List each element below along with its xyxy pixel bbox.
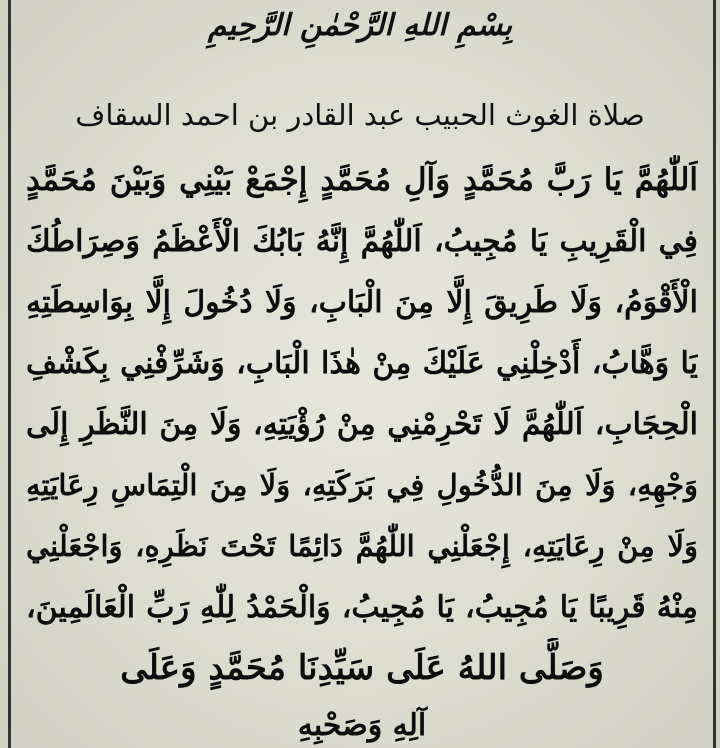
prayer-line: يَا وَهَّابُ، أَدْخِلْنِي عَلَيْكَ مِنْ هٰذَا الْبَابِ، وَشَرِّفْنِي بِكَشْفِ bbox=[26, 346, 698, 381]
prayer-text bbox=[26, 150, 698, 748]
prayer-line: الْأَقْوَمُ، وَلَا طَرِيقَ إِلَّا مِنَ الْبَابِ، وَلَا دُخُولَ إِلَّا بِوَاسِطَتِهِ bbox=[26, 285, 698, 320]
prayer-line-final: آلِهِ وَصَحْبِهِ bbox=[297, 708, 427, 743]
document-title: صلاة الغوث الحبيب عبد القادر بن احمد السقاف bbox=[75, 98, 645, 132]
prayer-line: مِنْهُ قَرِيبًا يَا مُجِيبُ، يَا مُجِيبُ، وَالْحَمْدُ لِلّٰهِ رَبِّ الْعَالَمِينَ، bbox=[26, 590, 698, 625]
page-border-left bbox=[8, 0, 11, 748]
page-border-right bbox=[713, 0, 716, 748]
prayer-line: وَصَلَّى اللهُ عَلَى سَيِّدِنَا مُحَمَّدٍ وَعَلَى bbox=[120, 648, 604, 688]
prayer-line: وَلَا مِنْ رِعَايَتِهِ، إِجْعَلْنِي اللّٰهُمَّ دَائِمًا تَحْتَ نَظَرِهِ، وَاجْعَلْنِي bbox=[26, 529, 698, 563]
prayer-line: وَجْهِهِ، وَلَا مِنَ الدُّخُولِ فِي بَرَكَتِهِ، وَلَا مِنَ الْتِمَاسِ رِعَايَتِهِ bbox=[26, 468, 698, 502]
prayer-line: فِي الْقَرِيبِ يَا مُجِيبُ، اَللّٰهُمَّ إِنَّهُ بَابُكَ الْأَعْظَمُ وَصِرَاطُكَ bbox=[26, 224, 698, 259]
prayer-line: الْحِجَابِ، اَللّٰهُمَّ لَا تَحْرِمْنِي مِنْ رُؤْيَتِهِ، وَلَا مِنَ النَّظَرِ إِلَى bbox=[26, 407, 698, 442]
basmala-heading: بِسْمِ اللهِ الرَّحْمٰنِ الرَّحِيمِ bbox=[207, 8, 513, 43]
prayer-line: اَللّٰهُمَّ يَا رَبَّ مُحَمَّدٍ وَآلِ مُحَمَّدٍ إِجْمَعْ بَيْنِي وَبَيْنَ مُحَمَّدٍ bbox=[26, 162, 698, 198]
